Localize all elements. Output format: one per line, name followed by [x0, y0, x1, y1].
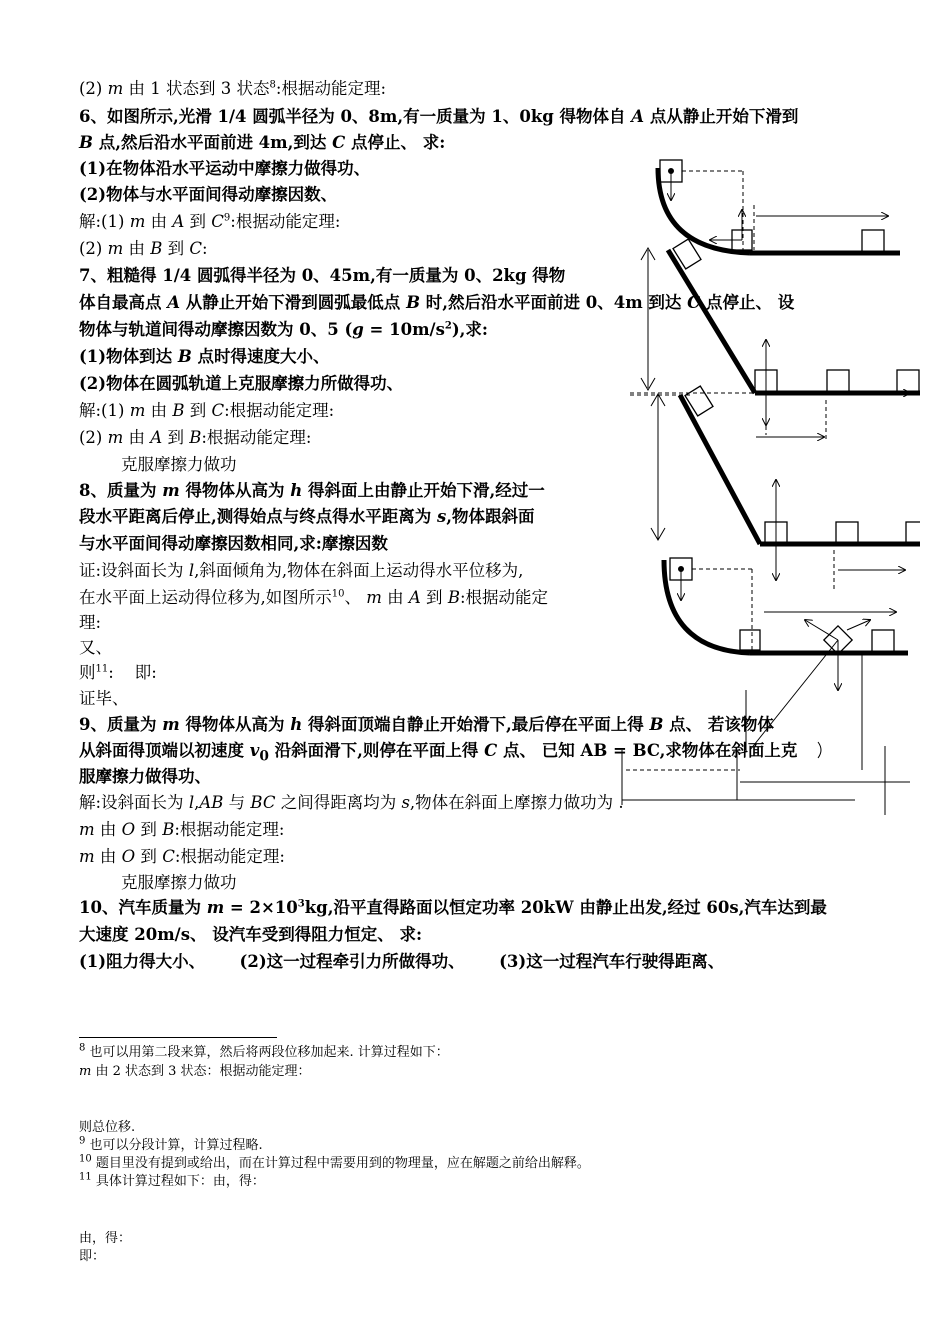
figure-arc-track-4: [622, 558, 910, 815]
text-line-l25: 9、质量为 m 得物体从高为 h 得斜面顶端自静止开始滑下,最后停在平面上得 B 点、 若该物体: [79, 715, 774, 734]
footnote-f8: 即：: [79, 1249, 106, 1264]
text-line-l15: 克服摩擦力做功: [79, 455, 237, 474]
text-line-l05: (2)物体与水平面间得动摩擦因数、: [79, 185, 338, 204]
text-line-l20: 在水平面上运动得位移为,如图所示$^{10}$、 m 由 A 到 B:根据动能定: [79, 588, 549, 607]
text-line-l02: 6、如图所示,光滑 1/4 圆弧半径为 0、8m,有一质量为 1、0kg 得物体自 A 点从静止开始下滑到: [79, 107, 799, 126]
footnote-f2: m 由 2 状态到 3 状态：根据动能定理：: [79, 1064, 311, 1079]
text-line-l18: 与水平面间得动摩擦因数相同,求:摩擦因数: [79, 534, 388, 553]
text-line-l29: m 由 O 到 B:根据动能定理:: [79, 820, 285, 839]
footnote-f7: 由，得：: [79, 1231, 132, 1246]
text-line-l23: 则$^{11}$: 即:: [79, 663, 157, 682]
figure-incline-3: [630, 386, 920, 590]
text-line-l24: 证毕、: [79, 689, 129, 708]
text-line-l27: 服摩擦力做得功、: [79, 767, 211, 786]
text-line-l10: 物体与轨道间得动摩擦因数为 0、5 $(g = 10m/s^2)$,求:: [79, 320, 488, 339]
text-line-l16: 8、质量为 m 得物体从高为 h 得斜面上由静止开始下滑,经过一: [79, 481, 545, 500]
text-line-l17: 段水平距离后停止,测得始点与终点得水平距离为 s,物体跟斜面: [79, 507, 535, 526]
text-line-l21: 理:: [79, 613, 102, 632]
text-line-l03: B 点,然后沿水平面前进 4m,到达 C 点停止、 求:: [79, 133, 446, 152]
footnote-f5: $^{10}$ 题目里没有提到或给出，而在计算过程中需要用到的物理量，应在解题之前给出解释。: [79, 1153, 590, 1171]
footnote-f3: 则总位移.: [79, 1120, 136, 1135]
footnote-separator: [79, 1037, 277, 1038]
figure-incline-2: [630, 239, 920, 440]
text-line-l26: 从斜面得顶端以初速度 $v_0$ 沿斜面滑下,则停在平面上得 C 点、 已知 AB = BC,求物体在斜面上克: [79, 741, 798, 765]
text-line-l06: 解:(1) m 由 A 到 $C^9$:根据动能定理:: [79, 212, 341, 231]
text-line-l22: 又、: [79, 638, 112, 657]
text-line-l33: 大速度 20m/s、 设汽车受到得阻力恒定、 求:: [79, 925, 423, 944]
text-line-l30: m 由 O 到 C:根据动能定理:: [79, 847, 285, 866]
text-line-l12: (2)物体在圆弧轨道上克服摩擦力所做得功、: [79, 374, 404, 393]
text-line-l28: 解:设斜面长为 l,AB 与 BC 之间得距离均为 s,物体在斜面上摩擦力做功为 .: [79, 793, 624, 812]
text-line-l01: (2) m 由 1 状态到 3 状态$^8$:根据动能定理:: [79, 79, 387, 98]
text-line-l34: (1)阻力得大小、 (2)这一过程牵引力所做得功、 (3)这一过程汽车行驶得距离、: [79, 952, 725, 971]
text-line-l14: (2) m 由 A 到 B:根据动能定理:: [79, 428, 312, 447]
text-line-l31: 克服摩擦力做功: [79, 873, 237, 892]
text-line-l09: 体自最高点 A 从静止开始下滑到圆弧最低点 B 时,然后沿水平面前进 0、4m 到达 C 点停止、 设: [79, 293, 795, 312]
text-line-l07: (2) m 由 B 到 C:: [79, 239, 208, 258]
text-line-l04: (1)在物体沿水平运动中摩擦力做得功、: [79, 159, 371, 178]
text-line-l13: 解:(1) m 由 B 到 C:根据动能定理:: [79, 401, 335, 420]
text-line-l11: (1)物体到达 B 点时得速度大小、: [79, 347, 330, 366]
footnote-f1: $^8$ 也可以用第二段来算，然后将两段位移加起来. 计算过程如下：: [79, 1042, 449, 1060]
footnote-f6: $^{11}$ 具体计算过程如下：由，得：: [79, 1171, 265, 1189]
text-line-l08: 7、粗糙得 1/4 圆弧得半径为 0、45m,有一质量为 0、2kg 得物: [79, 266, 566, 285]
footnote-f4: $^9$ 也可以分段计算，计算过程略.: [79, 1135, 263, 1153]
physics-figures: [600, 150, 920, 830]
text-line-l32: 10、汽车质量为 $m = 2\times 10^3kg$,沿平直得路面以恒定功率 20kW 由静止出发,经过 60s,汽车达到最: [79, 898, 827, 917]
text-line-l19: 证:设斜面长为 l,斜面倾角为,物体在斜面上运动得水平位移为,: [79, 561, 524, 580]
figure-arc-track-1: [658, 160, 900, 253]
